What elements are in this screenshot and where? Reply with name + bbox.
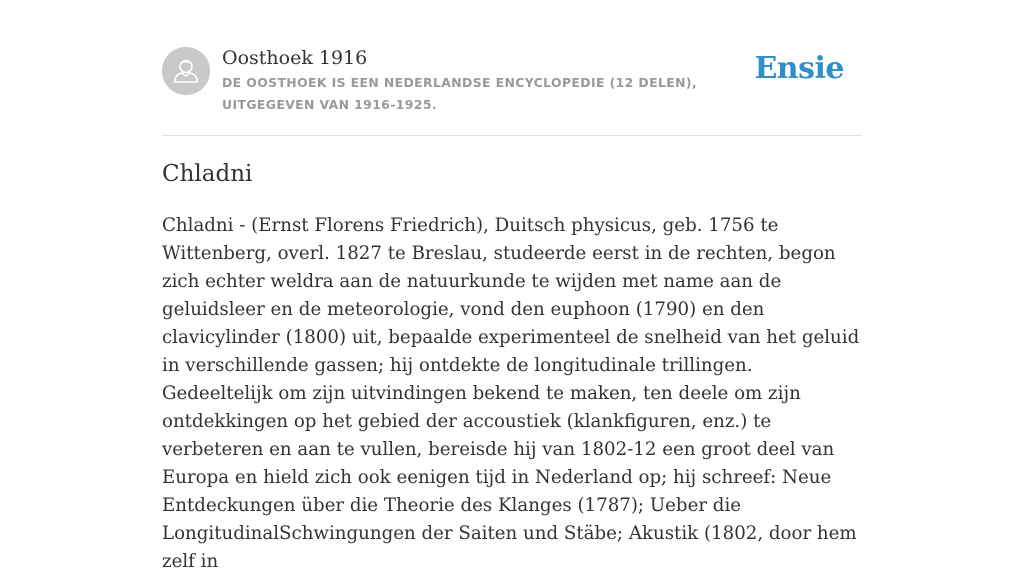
user-icon: [162, 47, 210, 95]
source-title[interactable]: Oosthoek 1916: [222, 47, 368, 69]
source-header: [162, 46, 862, 136]
ensie-logo[interactable]: Ensie: [754, 51, 844, 86]
entry-title: Chladni: [162, 161, 253, 187]
source-avatar[interactable]: [162, 47, 210, 95]
entry-body: Chladni - (Ernst Florens Friedrich), Duitsch physicus, geb. 1756 te Wittenberg, overl. 1827 te Breslau, studeerde eerst in de rechten, begon zich echter weldra aan de natuurkunde te wijden met name aan de geluidsleer en de meteorologie, vond den euphoon (1790) en den clavicylinder (1800) uit, bepaalde experimenteel de snelheid van het geluid in verschillende gassen; hij ontdekte de longitudinale trillingen. Gedeeltelijk om zijn uitvindingen bekend te maken, ten deele om zijn ontdekkingen op het gebied der accoustiek (klankfiguren, enz.) te verbeteren en aan te vullen, bereisde hij van 1802-12 een groot deel van Europa en hield zich ook eenigen tijd in Nederland op; hij schreef: Neue Entdeckungen über die Theorie des Klanges (1787); Ueber die LongitudinalSchwingungen der Saiten und Stäbe; Akustik (1802, door hem zelf in: [162, 215, 860, 572]
source-description: DE OOSTHOEK IS EEN NEDERLANDSE ENCYCLOPEDIE (12 DELEN), UITGEGEVEN VAN 1916-1925.: [222, 75, 698, 112]
